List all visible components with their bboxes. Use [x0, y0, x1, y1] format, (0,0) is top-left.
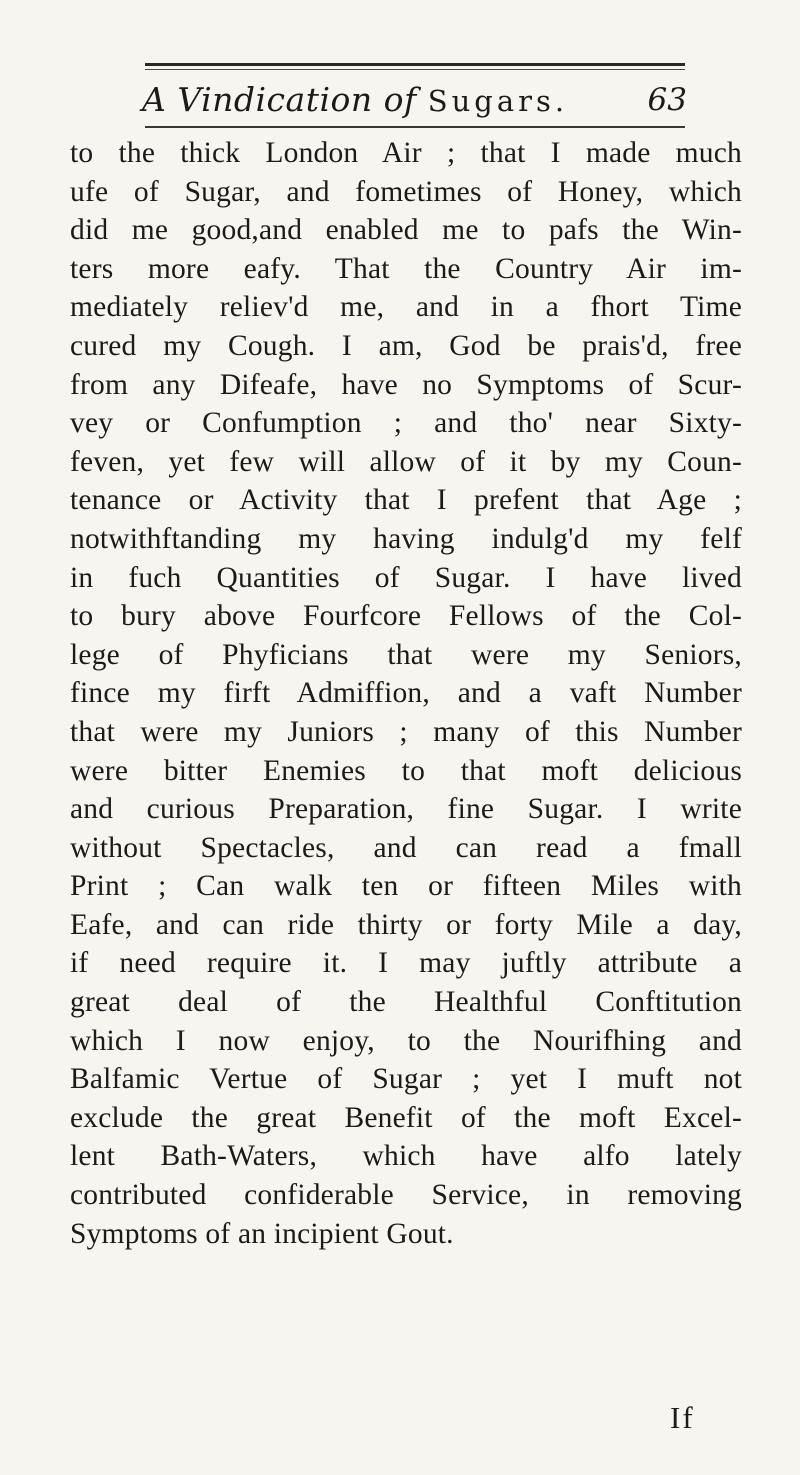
text-line: to bury above Fourfcore Fellows of the Col- [70, 600, 742, 633]
running-title [142, 80, 568, 119]
text-line: that were my Juniors ; many of this Number [70, 715, 742, 748]
text-line: in fuch Quantities of Sugar. I have lived [70, 561, 742, 594]
text-line: ufe of Sugar, and fometimes of Honey, which [70, 175, 742, 208]
header-rule-bottom [145, 126, 685, 128]
text-line: did me good,and enabled me to pafs the Win- [70, 214, 742, 247]
text-line: Eafe, and can ride thirty or forty Mile a day, [70, 908, 742, 941]
text-line: ters more eafy. That the Country Air im- [70, 252, 742, 285]
text-line: Balfamic Vertue of Sugar ; yet I muft not [70, 1063, 742, 1096]
text-line: Print ; Can walk ten or fifteen Miles with [70, 870, 742, 903]
text-line: lege of Phyficians that were my Seniors, [70, 638, 742, 671]
text-line: vey or Confumption ; and tho' near Sixty- [70, 407, 742, 440]
text-line: from any Difeafe, have no Symptoms of Scur- [70, 368, 742, 401]
text-line: Symptoms of an incipient Gout. [70, 1217, 454, 1250]
body-text [70, 134, 742, 1253]
text-line: exclude the great Benefit of the moft Excel- [70, 1101, 742, 1134]
text-line: great deal of the Healthful Conftitution [70, 986, 742, 1019]
text-line: which I now enjoy, to the Nourifhing and [70, 1024, 742, 1057]
text-line: and curious Preparation, fine Sugar. I write [70, 793, 742, 826]
text-line: mediately reliev'd me, and in a fhort Time [70, 291, 742, 324]
running-title-italic: A Vindication of [142, 80, 417, 119]
text-line: without Spectacles, and can read a fmall [70, 831, 742, 864]
text-line: if need require it. I may juftly attribute a [70, 947, 742, 980]
text-line: to the thick London Air ; that I made much [70, 137, 742, 169]
page-number: 63 [647, 82, 687, 118]
text-line: fince my firft Admiffion, and a vaft Number [70, 677, 742, 710]
text-line: were bitter Enemies to that moft delicious [70, 754, 742, 787]
text-line: lent Bath-Waters, which have alfo lately [70, 1140, 742, 1173]
text-line: tenance or Activity that I prefent that Age ; [70, 484, 742, 517]
text-line: contributed confiderable Service, in removing [70, 1179, 742, 1212]
header-rule-thick [145, 63, 685, 66]
running-header [142, 70, 687, 122]
text-line: cured my Cough. I am, God be prais'd, free [70, 329, 742, 362]
running-title-caps: Sugars. [427, 84, 569, 118]
catchword: If [670, 1400, 695, 1435]
text-line: notwithftanding my having indulg'd my felf [70, 522, 742, 555]
text-line: feven, yet few will allow of it by my Coun- [70, 445, 742, 478]
